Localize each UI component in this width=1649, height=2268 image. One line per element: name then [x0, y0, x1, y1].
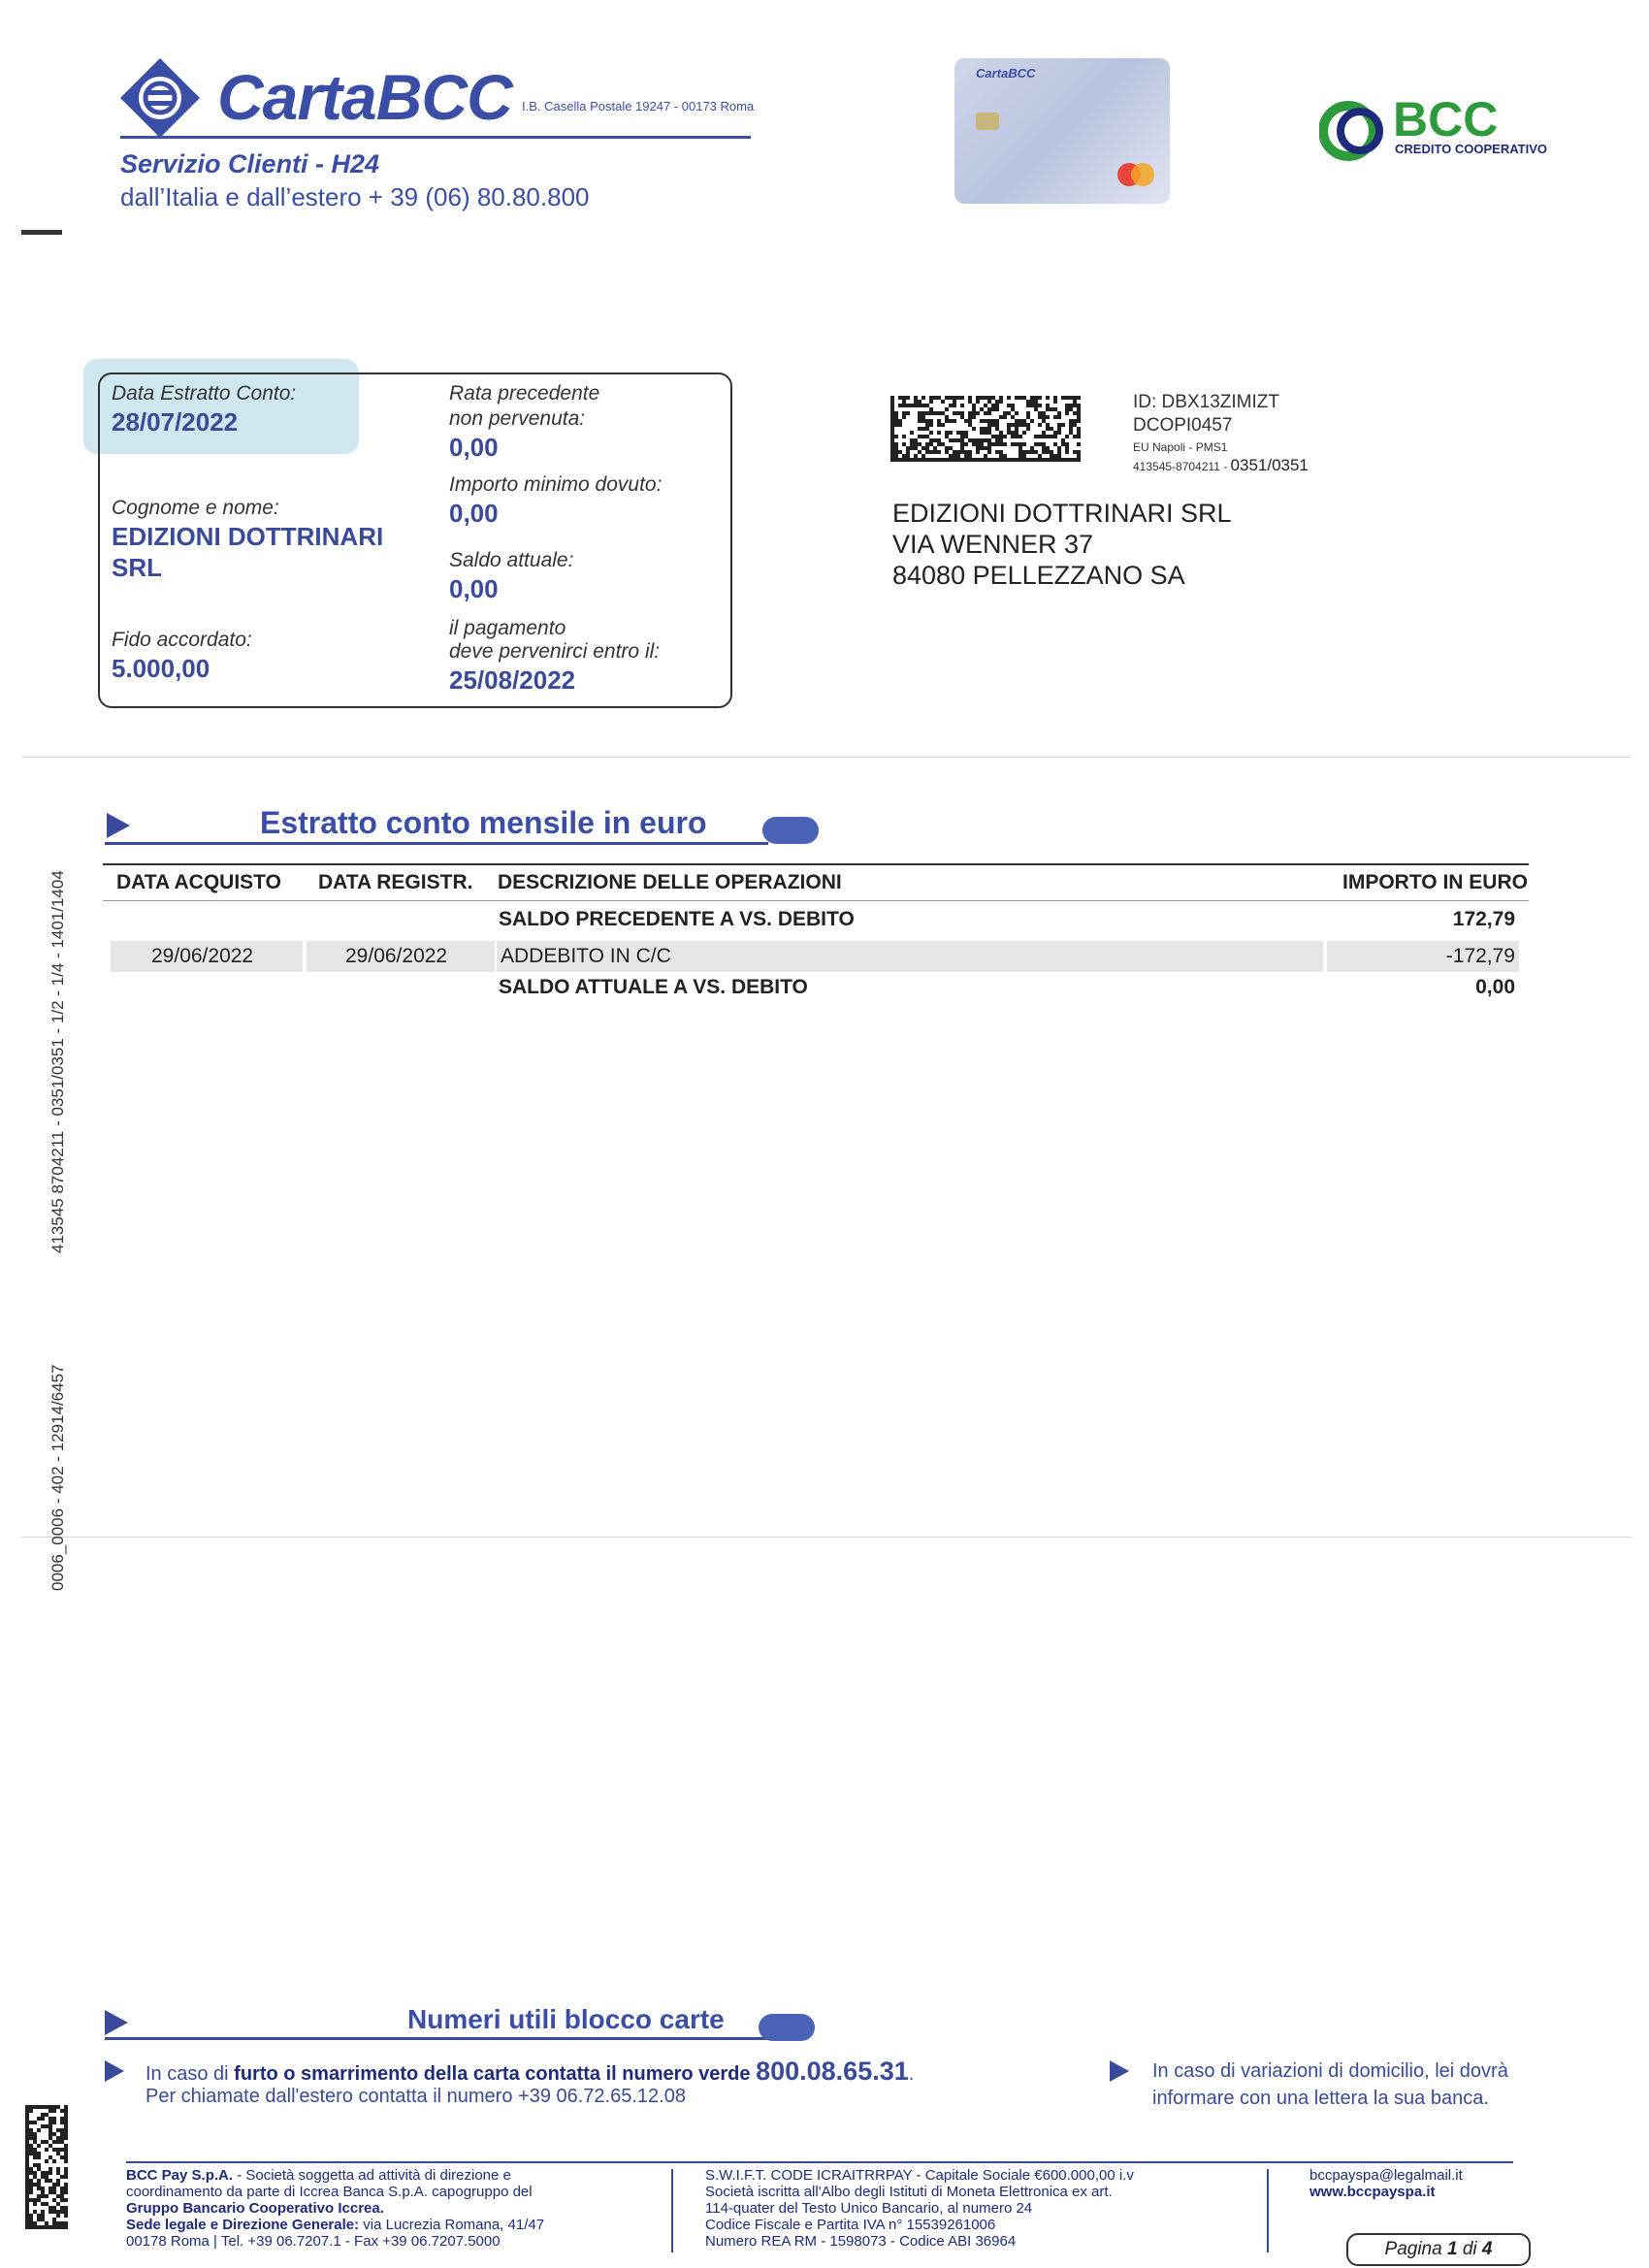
card-chip-icon [976, 113, 999, 130]
blocking-title-rule [105, 2037, 768, 2040]
balance-value: 0,00 [449, 574, 499, 603]
statement-title-rule [105, 842, 768, 845]
qr-code-icon [25, 2105, 70, 2231]
prev-rate-label-2: non pervenuta: [449, 407, 586, 430]
header-rule [120, 136, 751, 139]
table-row-amount: -172,79 [1445, 945, 1515, 967]
page-indicator: Pagina 1 di 4 [1346, 2233, 1531, 2266]
prev-rate-label-1: Rata precedente [449, 382, 600, 405]
bcc-cooperative-logo-icon [1319, 97, 1389, 165]
address-line2: VIA WENNER 37 [892, 530, 1094, 559]
statement-date-label: Data Estratto Conto: [112, 382, 297, 405]
min-due-label: Importo minimo dovuto: [449, 473, 663, 496]
mastercard-icon-overlap [1131, 163, 1154, 186]
col-amount: IMPORTO IN EURO [1342, 871, 1528, 893]
bcc-logo-text: BCC [1393, 92, 1499, 146]
fold-line [21, 1537, 1632, 1538]
payment-label-1: il pagamento [449, 617, 566, 639]
footer-website[interactable]: www.bccpayspa.it [1310, 2184, 1436, 2200]
table-row-purchase-date: 29/06/2022 [151, 945, 254, 967]
name-line1: EDIZIONI DOTTRINARI [112, 522, 384, 551]
address-change-line1: In caso di variazioni di domicilio, lei dovrà [1152, 2060, 1508, 2082]
credit-card-image [954, 58, 1170, 204]
carta-bcc-logo: CartaBCC [217, 61, 512, 133]
blocking-line2: Per chiamate dall'estero contatta il numero +39 06.72.65.12.08 [146, 2086, 686, 2107]
credit-label: Fido accordato: [112, 629, 252, 651]
table-top-rule [103, 863, 1529, 865]
table-row-reg-date: 29/06/2022 [345, 945, 448, 967]
footer-separator [671, 2169, 673, 2252]
recipient-id: ID: DBX13ZIMIZT [1133, 392, 1279, 412]
statement-title: Estratto conto mensile in euro [260, 805, 707, 840]
footer-email[interactable]: bccpayspa@legalmail.it [1310, 2167, 1463, 2184]
service-title: Servizio Clienti - H24 [120, 149, 380, 178]
col-reg-date: DATA REGISTR. [318, 871, 473, 893]
table-row-description: ADDEBITO IN C/C [501, 945, 671, 967]
bcc-logo-sub: CREDITO COOPERATIVO [1395, 142, 1547, 156]
table-row-description: SALDO ATTUALE A VS. DEBITO [499, 976, 808, 998]
side-code-upper: 413545 8704211 - 0351/0351 - 1/2 - 1/4 - 1401/1404 [48, 870, 67, 1253]
min-due-value: 0,00 [449, 499, 499, 528]
note-arrow-icon [1110, 2060, 1129, 2082]
blocking-title: Numeri utili blocco carte [407, 2004, 725, 2034]
name-line2: SRL [112, 553, 162, 582]
prev-rate-value: 0,00 [449, 433, 499, 462]
col-description: DESCRIZIONE DELLE OPERAZIONI [498, 871, 842, 893]
table-row-description: SALDO PRECEDENTE A VS. DEBITO [499, 908, 855, 930]
statement-date: 28/07/2022 [112, 407, 239, 437]
address-line1: EDIZIONI DOTTRINARI SRL [892, 499, 1232, 528]
card-brand: CartaBCC [976, 66, 1036, 81]
name-label: Cognome e nome: [112, 497, 279, 519]
fold-line [21, 757, 1632, 758]
recipient-ref: 413545-8704211 - 0351/0351 [1133, 456, 1309, 474]
balance-label: Saldo attuale: [449, 549, 574, 571]
recipient-code: DCOPI0457 [1133, 415, 1233, 436]
section-pill [759, 2014, 815, 2041]
footer-legal-info: S.W.I.F.T. CODE ICRAITRRPAY - Capitale Sociale €600.000,00 i.v Società iscritta all'Albo degli Istituti di Moneta Elettronica ex art. 114-quater del Testo Unico Bancario, al numero 24 Codice Fiscale e Partita IVA n° 15539261006 Numero REA RM - 1598073 - Codice ABI 36964 [705, 2167, 1134, 2250]
side-code-lower: 0006_0006 - 402 - 12914/6457 [48, 1364, 67, 1591]
recipient-small-line: EU Napoli - PMS1 [1133, 440, 1228, 454]
footer-separator [1267, 2169, 1269, 2252]
table-row-amount: 172,79 [1452, 908, 1515, 930]
service-phone: dall’Italia e dall’estero + 39 (06) 80.80.800 [120, 182, 590, 211]
credit-value: 5.000,00 [112, 654, 210, 683]
payment-label-2: deve pervenirci entro il: [449, 640, 661, 663]
section-arrow-icon [105, 2010, 128, 2035]
fold-mark [21, 230, 62, 235]
table-row-amount: 0,00 [1475, 976, 1515, 998]
payment-date: 25/08/2022 [449, 665, 576, 695]
address-change-line2: informare con una lettera la sua banca. [1152, 2088, 1489, 2109]
section-arrow-icon [107, 813, 130, 838]
footer-contacts [1310, 2167, 1463, 2200]
footer-rule [126, 2161, 1513, 2163]
footer-company-info: BCC Pay S.p.A. - Società soggetta ad attività di direzione e coordinamento da parte di Iccrea Banca S.p.A. capogruppo del Gruppo Bancario Cooperativo Iccrea. Sede legale e Direzione Generale: via Lucrezia Romana, 41/47 00178 Roma | Tel. +39 06.7207.1 - Fax +39 06.7207.5000 [126, 2167, 545, 2250]
brand-address: I.B. Casella Postale 19247 - 00173 Roma [522, 99, 755, 113]
blocking-line1: In caso di furto o smarrimento della carta contatta il numero verde 800.08.65.31. [146, 2057, 915, 2086]
table-header-rule [103, 900, 1529, 901]
col-purchase-date: DATA ACQUISTO [116, 871, 281, 893]
bcc-diamond-logo-icon [118, 56, 202, 140]
datamatrix-barcode-icon [890, 396, 1081, 464]
address-line3: 84080 PELLEZZANO SA [892, 561, 1185, 590]
note-arrow-icon [105, 2060, 124, 2082]
section-pill [762, 817, 819, 844]
